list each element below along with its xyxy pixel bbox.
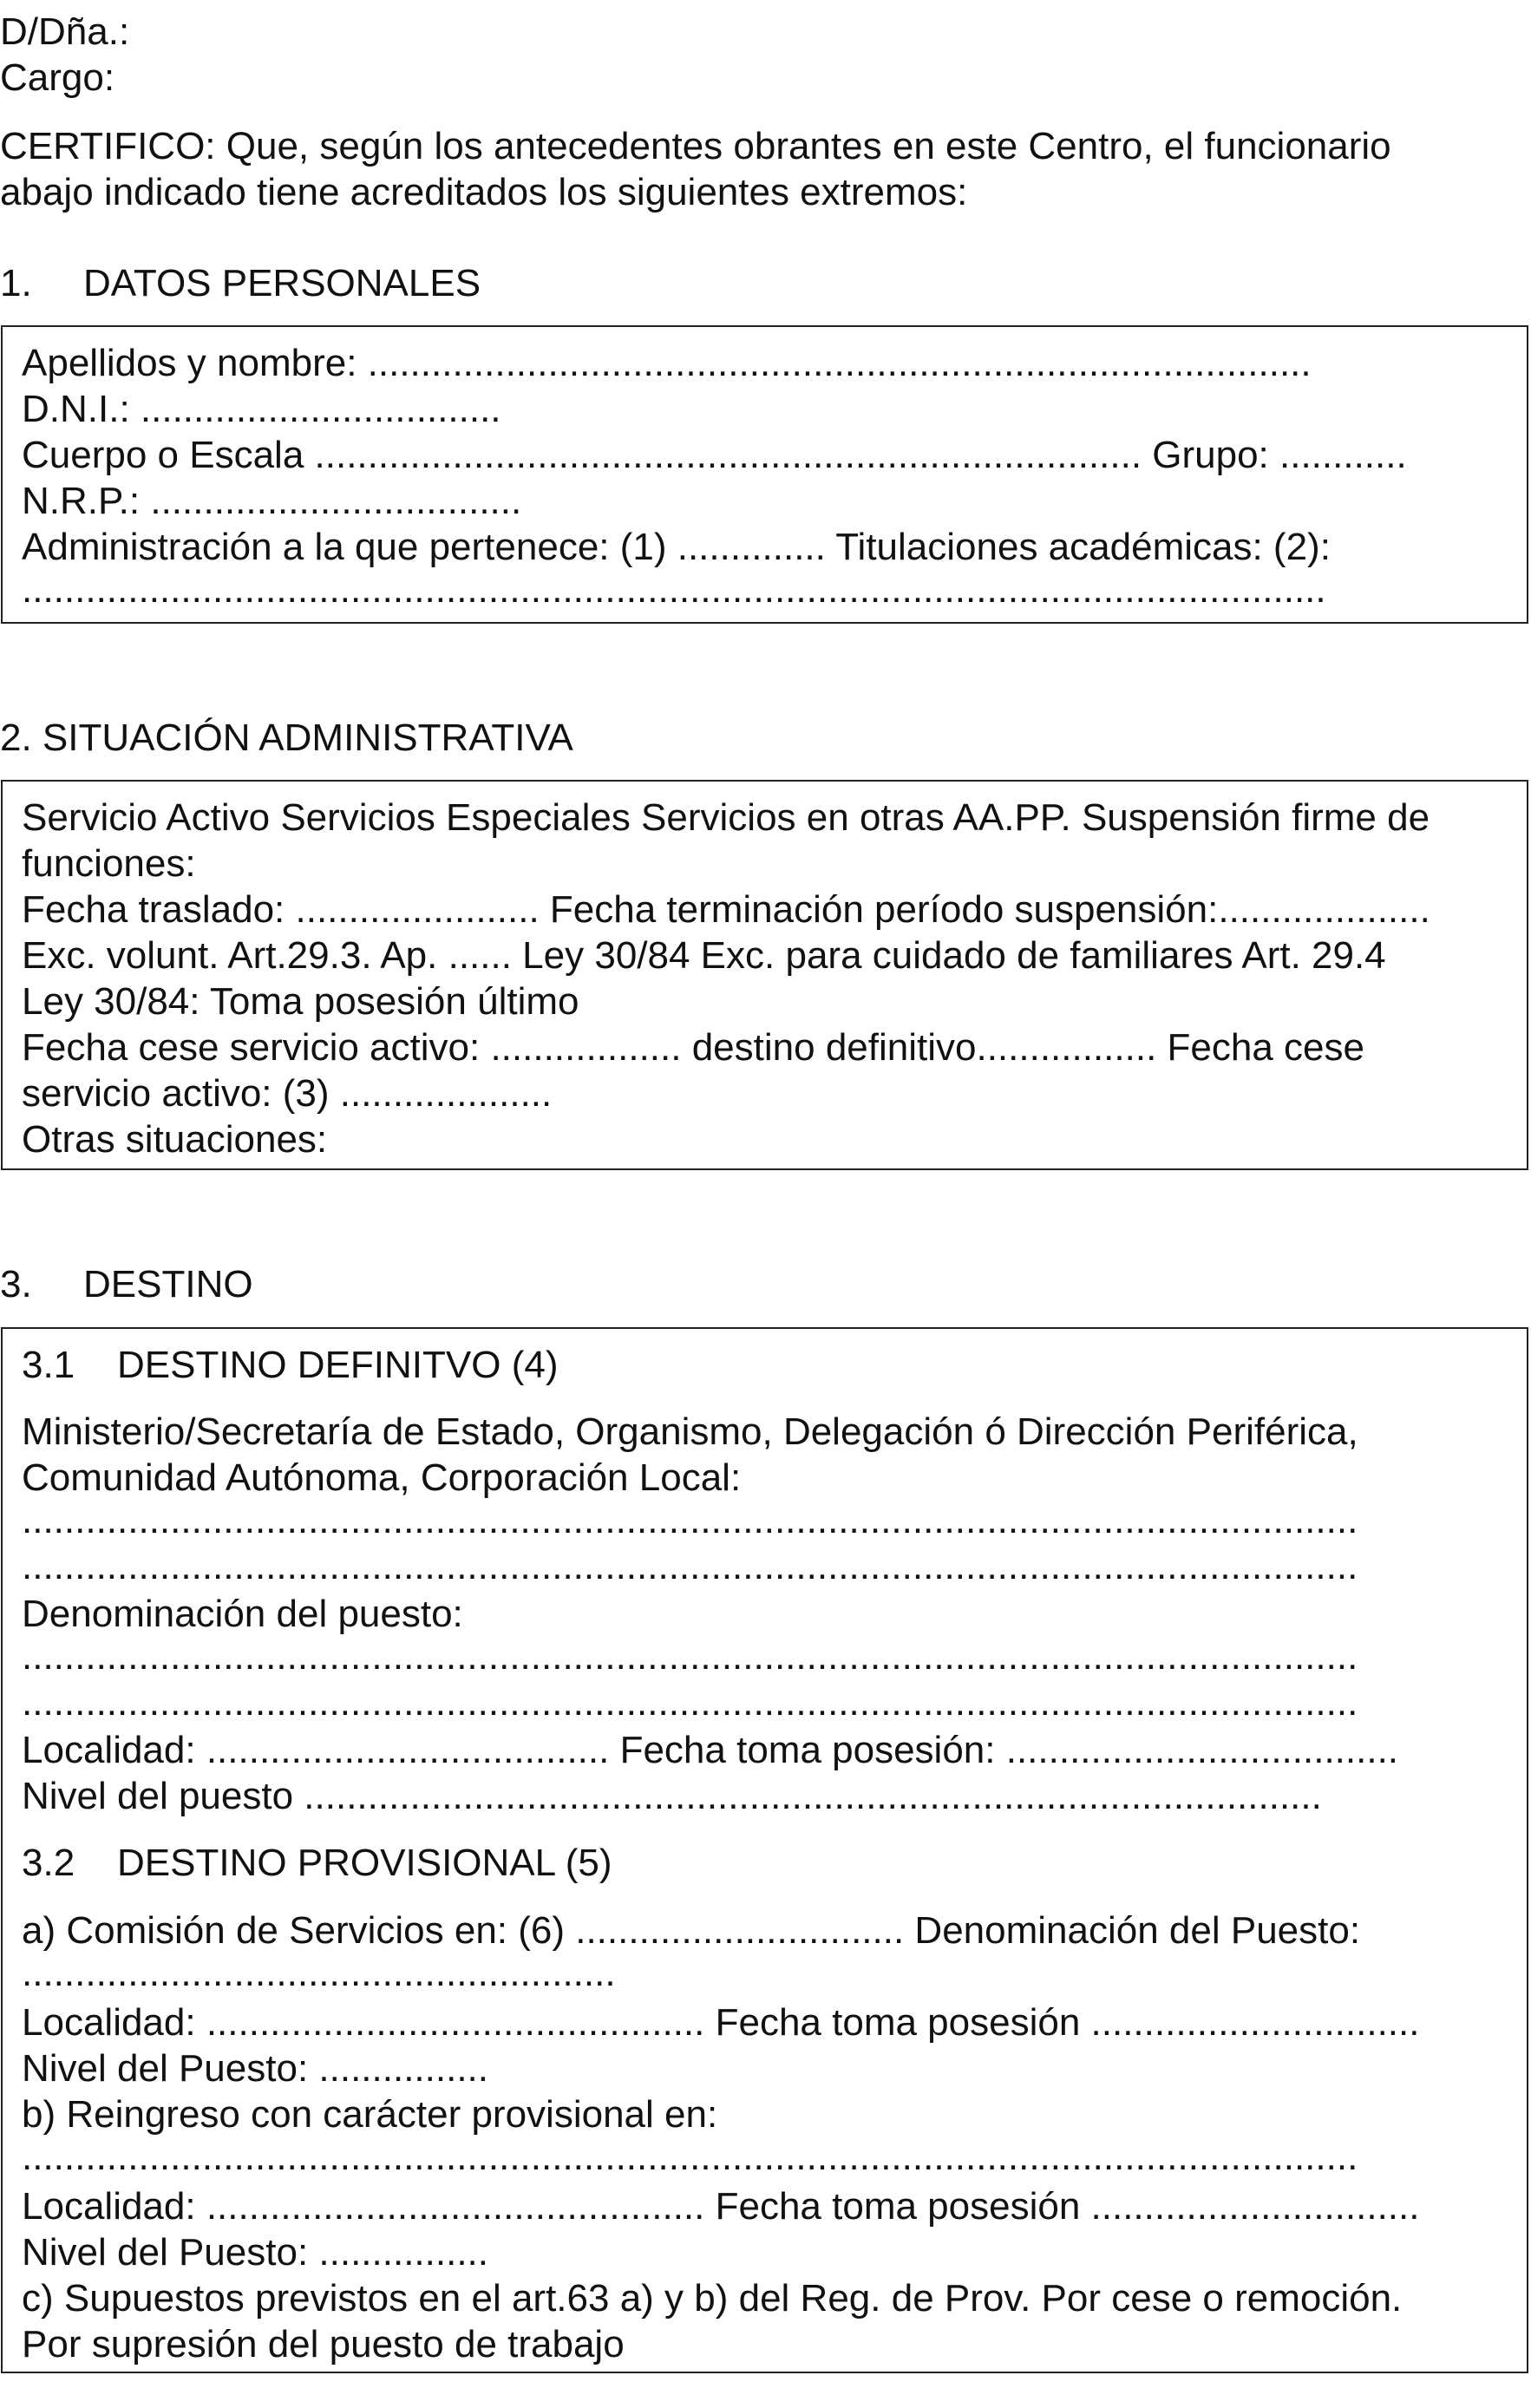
titulaciones-dots-line: ...........................................................................................................................	[22, 568, 1326, 611]
cuerpo-line: Cuerpo o Escala .............................................................................. Grupo: ............	[22, 434, 1407, 476]
apellidos-line: Apellidos y nombre: .........................................................................................	[22, 342, 1312, 384]
certifico-line-2: abajo indicado tiene acreditados los siguientes extremos:	[0, 171, 968, 213]
comision-servicios-line: a) Comisión de Servicios en: (6) ............................... Denominación del Puesto:	[22, 1909, 1361, 1952]
datos-personales-box	[1, 325, 1528, 624]
localidad-comision-line: Localidad: ............................................... Fecha toma posesión ...............................	[22, 2001, 1420, 2044]
section-1-heading	[0, 260, 481, 306]
supresion-line: Por supresión del puesto de trabajo	[22, 2323, 625, 2365]
fecha-traslado-line: Fecha traslado: ....................... Fecha terminación período suspensión:....................	[22, 888, 1430, 931]
section-3-heading	[0, 1261, 253, 1307]
dni-line: D.N.I.: ..................................	[22, 388, 501, 430]
denominacion-dots-1: ..............................................................................................................................	[22, 1635, 1358, 1678]
destino-box	[1, 1327, 1528, 2373]
section-1-title: DATOS PERSONALES	[83, 262, 481, 304]
reingreso-dots-line: ..............................................................................................................................	[22, 2136, 1358, 2178]
nivel-puesto-definitivo-line: Nivel del puesto ................................................................................................	[22, 1775, 1322, 1817]
funciones-line: funciones:	[22, 842, 196, 885]
dona-label: D/Dña.:	[0, 10, 130, 53]
localidad-definitivo-line: Localidad: ...................................... Fecha toma posesión: .....................................	[22, 1729, 1399, 1771]
cargo-label: Cargo:	[0, 56, 115, 99]
comunidad-line: Comunidad Autónoma, Corporación Local:	[22, 1456, 742, 1499]
nivel-puesto-reingreso-line: Nivel del Puesto: ................	[22, 2231, 488, 2274]
section-1-number: 1.	[0, 262, 32, 304]
servicio-activo-line: Servicio Activo Servicios Especiales Servicios en otras AA.PP. Suspensión firme de	[22, 796, 1430, 839]
otras-situaciones-line: Otras situaciones:	[22, 1118, 328, 1161]
ley-toma-posesion-line: Ley 30/84: Toma posesión último	[22, 980, 579, 1023]
ministerio-line: Ministerio/Secretaría de Estado, Organismo, Delegación ó Dirección Periférica,	[22, 1410, 1358, 1453]
certifico-line-1: CERTIFICO: Que, según los antecedentes obrantes en este Centro, el funcionario	[0, 125, 1391, 167]
definitivo-dots-1: ..............................................................................................................................	[22, 1499, 1358, 1541]
section-3-number: 3.	[0, 1263, 32, 1305]
sub-3-2-number: 3.2	[22, 1842, 75, 1884]
nrp-line: N.R.P.: ...................................	[22, 480, 522, 522]
destino-definitivo-heading	[22, 1342, 558, 1388]
sub-3-2-title: DESTINO PROVISIONAL (5)	[117, 1842, 612, 1884]
fecha-cese-line: Fecha cese servicio activo: .................. destino definitivo................. Fecha cese	[22, 1026, 1364, 1069]
sub-3-1-number: 3.1	[22, 1344, 75, 1386]
exc-volunt-line: Exc. volunt. Art.29.3. Ap. ...... Ley 30/84 Exc. para cuidado de familiares Art. 29.4	[22, 934, 1386, 977]
reingreso-line: b) Reingreso con carácter provisional en:	[22, 2093, 718, 2136]
section-3-title: DESTINO	[83, 1263, 253, 1305]
denominacion-dots-2: ..............................................................................................................................	[22, 1681, 1358, 1724]
denominacion-puesto-line: Denominación del puesto:	[22, 1593, 463, 1635]
definitivo-dots-2: ..............................................................................................................................	[22, 1545, 1358, 1587]
administracion-line: Administración a la que pertenece: (1) .............. Titulaciones académicas: (2):	[22, 526, 1331, 568]
servicio-activo-3-line: servicio activo: (3) ....................	[22, 1072, 553, 1115]
section-2-heading: 2. SITUACIÓN ADMINISTRATIVA	[0, 717, 573, 759]
destino-provisional-heading	[22, 1840, 612, 1886]
sub-3-1-title: DESTINO DEFINITVO (4)	[117, 1344, 559, 1386]
supuestos-line: c) Supuestos previstos en el art.63 a) y b) del Reg. de Prov. Por cese o remoción.	[22, 2277, 1403, 2320]
situacion-administrativa-box	[1, 780, 1528, 1170]
localidad-reingreso-line: Localidad: ............................................... Fecha toma posesión ...............................	[22, 2185, 1420, 2228]
nivel-puesto-comision-line: Nivel del Puesto: ................	[22, 2047, 488, 2090]
comision-dots-line: ........................................................	[22, 1952, 616, 1994]
